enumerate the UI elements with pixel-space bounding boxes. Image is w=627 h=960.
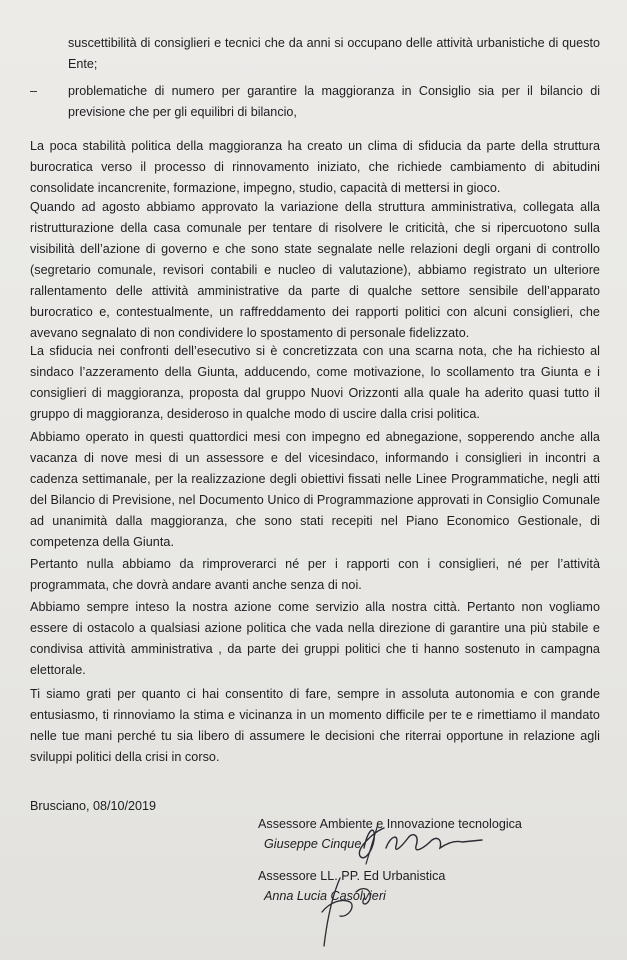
handwritten-signature-1 (350, 818, 490, 866)
bullet-item-1 (68, 33, 600, 75)
paragraph-3 (30, 341, 600, 425)
paragraph-6 (30, 597, 600, 681)
paragraph-text: Quando ad agosto abbiamo approvato la variazione della struttura amministrativa, collegata alla ristrutturazione della casa comunale per tentare di risolvere le criticità, che si ripercuotono sulla visibilità dell’azione di governo e che sono state segnalate nelle relazioni degli organi di controllo (segretario comunale, revisori contabili e nucleo di valutazione), abbiamo registrato un ulteriore rallentamento delle attività amministrative da parte di qualche settore sensibile dell’apparato burocratico e, contestualmente, un raffreddamento dei rapporti politici con alcuni consiglieri, che avevano segnalato di non condividere lo spostamento di personale fidelizzato. (30, 200, 600, 340)
signatory-role: Assessore Ambiente e Innovazione tecnologica (258, 817, 522, 831)
paragraph-text: Pertanto nulla abbiamo da rimproverarci né per i rapporti con i consiglieri, né per l’attività programmata, che dovrà andare avanti anche senza di noi. (30, 557, 600, 592)
paragraph-text: Abbiamo sempre inteso la nostra azione come servizio alla nostra città. Pertanto non vogliamo essere di ostacolo a qualsiasi azione politica che vada nella direzione di garantire una più stabile e condivisa attività amministrativa , da parte dei gruppi politici che ti hanno sostenuto in campagna elettorale. (30, 600, 600, 677)
paragraph-text: Abbiamo operato in questi quattordici mesi con impegno ed abnegazione, sopperendo anche alla vacanza di nove mesi di un assessore e del vicesindaco, informando i consiglieri in incontri a cadenza settimanale, per la realizzazione degli obiettivi fissati nelle Linee Programmatiche, negli atti del Bilancio di Previsione, nel Documento Unico di Programmazione approvati in Consiglio Comunale ad unanimità dalla maggioranza, che sono stati recepiti nel Piano Economico Gestionale, di competenza della Giunta. (30, 430, 600, 549)
bullet-text: suscettibilità di consiglieri e tecnici che da anni si occupano delle attività urbanistiche di questo Ente; (68, 36, 600, 71)
paragraph-7 (30, 684, 600, 768)
signatory-name: Anna Lucia Casolvieri (264, 889, 386, 903)
bullet-item-2 (30, 81, 600, 123)
paragraph-1 (30, 136, 600, 199)
paragraph-text: Ti siamo grati per quanto ci hai consentito di fare, sempre in assoluta autonomia e con grande entusiasmo, ti rinnoviamo la stima e vicinanza in un momento difficile per te e rimettiamo il mandato nelle tue mani perché tu sia libero di assumere le decisioni che riterrai opportune in relazione agli sviluppi politici della crisi in corso. (30, 687, 600, 764)
bullet-marker: – (30, 84, 38, 98)
handwritten-signature-2 (300, 872, 410, 952)
signatory-name: Giuseppe Cinque (264, 837, 362, 851)
bullet-text: problematiche di numero per garantire la maggioranza in Consiglio sia per il bilancio di previsione che per gli equilibri di bilancio, (68, 84, 600, 119)
paragraph-text: La poca stabilità politica della maggioranza ha creato un clima di sfiducia da parte della struttura burocratica verso il processo di rinnovamento iniziato, che richiede cambiamento di abitudini consolidate incancrenite, formazione, impegno, studio, capacità di mettersi in gioco. (30, 139, 600, 195)
paragraph-5 (30, 554, 600, 596)
paragraph-text: La sfiducia nei confronti dell’esecutivo si è concretizzata con una scarna nota, che ha richiesto al sindaco l’azzeramento della Giunta, adducendo, come motivazione, lo scollamento tra Giunta e i consiglieri di maggioranza, proposta dal gruppo Nuovi Orizzonti alla quale ha aderito quasi tutto il gruppo di maggioranza, desideroso in qualche modo di uscire dalla crisi politica. (30, 344, 600, 421)
paragraph-4 (30, 427, 600, 553)
paragraph-2 (30, 197, 600, 344)
signatory-role: Assessore LL. PP. Ed Urbanistica (258, 869, 446, 883)
place-date: Brusciano, 08/10/2019 (30, 799, 157, 813)
